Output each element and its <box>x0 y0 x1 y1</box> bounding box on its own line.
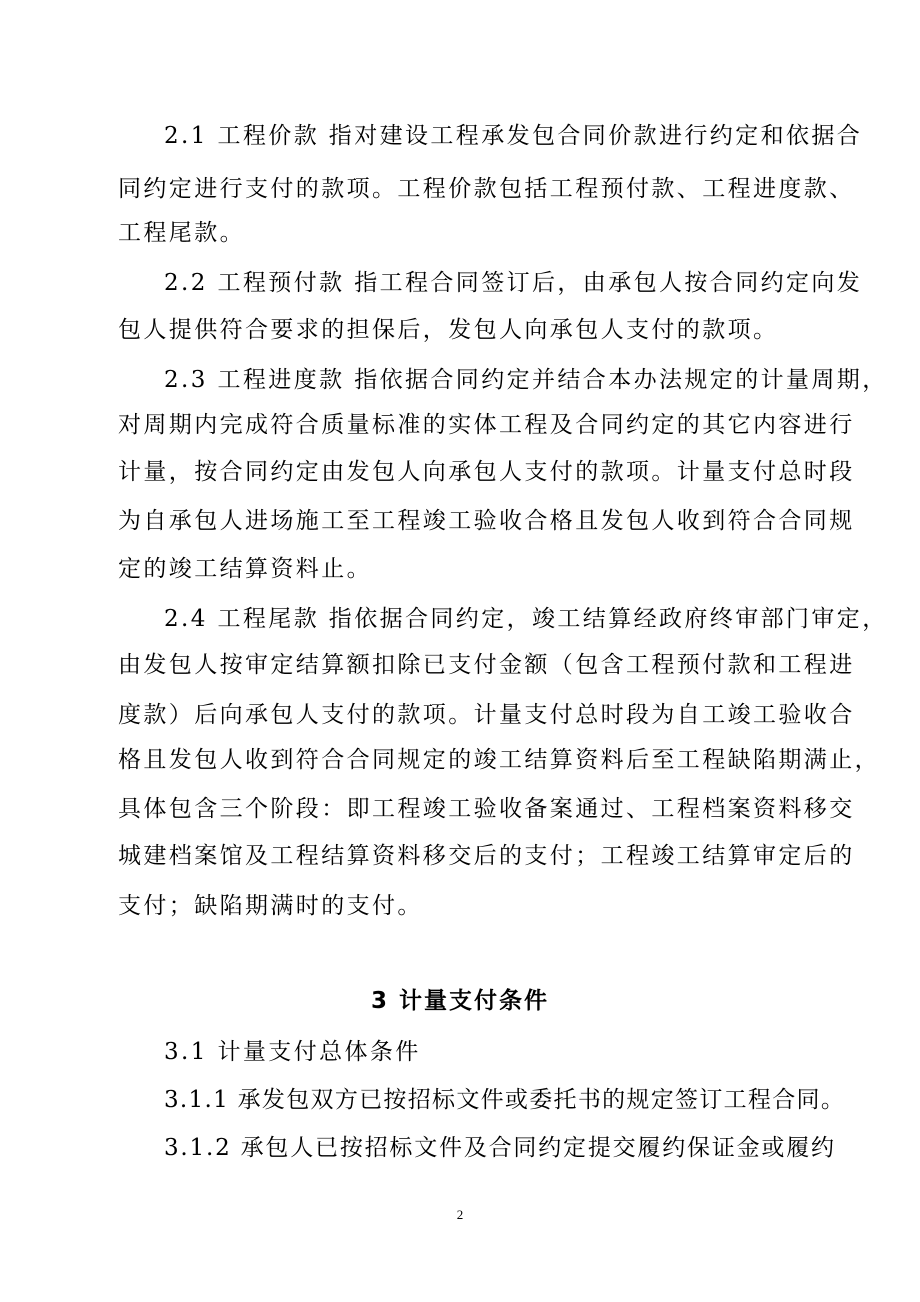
clause-2-4-line-1: 2.4 工程尾款 指依据合同约定，竣工结算经政府终审部门审定， <box>164 606 888 632</box>
clause-2-4-line-3: 度款）后向承包人支付的款项。计量支付总时段为自工竣工验收合 <box>118 702 855 728</box>
clause-2-4-line-2: 由发包人按审定结算额扣除已支付金额（包含工程预付款和工程进 <box>118 652 855 678</box>
clause-2-3-line-1: 2.3 工程进度款 指依据合同约定并结合本办法规定的计量周期， <box>164 367 888 393</box>
clause-2-3-line-4: 为自承包人进场施工至工程竣工验收合格且发包人收到符合合同规 <box>118 508 855 534</box>
clause-2-4-line-5: 具体包含三个阶段：即工程竣工验收备案通过、工程档案资料移交 <box>118 796 855 822</box>
page-number: 2 <box>456 1207 464 1222</box>
clause-3-1-line: 3.1 计量支付总体条件 <box>164 1039 421 1065</box>
clause-2-4-line-6: 城建档案馆及工程结算资料移交后的支付；工程竣工结算审定后的 <box>118 843 855 869</box>
clause-2-3-line-3: 计量，按合同约定由发包人向承包人支付的款项。计量支付总时段 <box>118 459 855 485</box>
clause-2-1-line-3: 工程尾款。 <box>118 220 245 246</box>
clause-3-1-2-line: 3.1.2 承包人已按招标文件及合同约定提交履约保证金或履约 <box>164 1135 836 1161</box>
clause-2-2-line-2: 包人提供符合要求的担保后，发包人向承包人支付的款项。 <box>118 317 779 343</box>
clause-3-1-1-line: 3.1.1 承发包双方已按招标文件或委托书的规定签订工程合同。 <box>164 1087 846 1113</box>
clause-2-2-line-1: 2.2 工程预付款 指工程合同签订后，由承包人按合同约定向发 <box>164 270 863 296</box>
clause-2-1-line-2: 同约定进行支付的款项。工程价款包括工程预付款、工程进度款、 <box>118 176 855 202</box>
section-3-heading: 3 计量支付条件 <box>370 988 549 1014</box>
clause-2-4-line-4: 格且发包人收到符合合同规定的竣工结算资料后至工程缺陷期满止， <box>118 747 880 773</box>
clause-2-3-line-2: 对周期内完成符合质量标准的实体工程及合同约定的其它内容进行 <box>118 412 855 438</box>
clause-2-4-line-7: 支付；缺陷期满时的支付。 <box>118 893 423 919</box>
clause-2-1-line-1: 2.1 工程价款 指对建设工程承发包合同价款进行约定和依据合 <box>164 123 863 149</box>
clause-2-3-line-5: 定的竣工结算资料止。 <box>118 556 372 582</box>
